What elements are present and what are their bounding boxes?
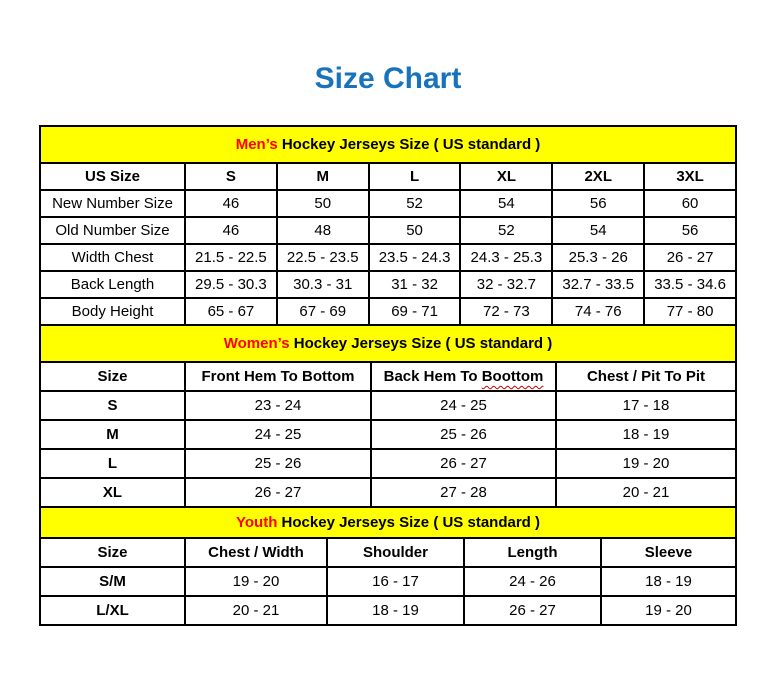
- size-value-cell: 21.5 - 22.5: [185, 244, 277, 271]
- size-value-cell: 69 - 71: [369, 298, 461, 325]
- table-row: [40, 478, 736, 507]
- size-value-cell: 20 - 21: [185, 596, 327, 625]
- womens-section-title-rest: Hockey Jerseys Size ( US standard ): [289, 335, 553, 352]
- size-value-cell: 50: [369, 217, 461, 244]
- table-row: [40, 298, 736, 325]
- column-header: M: [277, 163, 369, 190]
- youth-size-table: [39, 506, 737, 626]
- row-label: Old Number Size: [40, 217, 185, 244]
- row-label: S: [40, 391, 185, 420]
- size-value-cell: 24.3 - 25.3: [460, 244, 552, 271]
- size-value-cell: 18 - 19: [327, 596, 464, 625]
- column-header-text: Back Hem To: [383, 368, 482, 385]
- size-value-cell: 60: [644, 190, 736, 217]
- row-label: L/XL: [40, 596, 185, 625]
- womens-size-table: [39, 324, 737, 508]
- size-value-cell: 26 - 27: [644, 244, 736, 271]
- column-header: Length: [464, 538, 601, 567]
- table-row: [40, 190, 736, 217]
- column-header: 2XL: [552, 163, 644, 190]
- size-value-cell: 74 - 76: [552, 298, 644, 325]
- womens-section-accent: Women’s: [223, 335, 290, 352]
- size-value-cell: 65 - 67: [185, 298, 277, 325]
- size-value-cell: 19 - 20: [601, 596, 736, 625]
- column-header: Chest / Pit To Pit: [556, 362, 736, 391]
- table-row: [40, 362, 736, 391]
- column-header: Chest / Width: [185, 538, 327, 567]
- size-value-cell: 54: [552, 217, 644, 244]
- table-row: [40, 567, 736, 596]
- mens-size-table: [39, 125, 737, 326]
- youth-section-accent: Youth: [236, 514, 278, 531]
- size-value-cell: 25 - 26: [185, 449, 371, 478]
- size-value-cell: 27 - 28: [371, 478, 556, 507]
- table-row: [40, 507, 736, 538]
- table-row: [40, 126, 736, 163]
- size-value-cell: 25 - 26: [371, 420, 556, 449]
- row-label: Body Height: [40, 298, 185, 325]
- size-value-cell: 25.3 - 26: [552, 244, 644, 271]
- misspelled-word-squiggle: Boottom: [481, 368, 544, 385]
- table-row: [40, 449, 736, 478]
- size-value-cell: 17 - 18: [556, 391, 736, 420]
- size-value-cell: 24 - 25: [185, 420, 371, 449]
- size-value-cell: 24 - 25: [371, 391, 556, 420]
- size-value-cell: 22.5 - 23.5: [277, 244, 369, 271]
- size-value-cell: 72 - 73: [460, 298, 552, 325]
- row-label: Back Length: [40, 271, 185, 298]
- table-row: [40, 596, 736, 625]
- table-row: [40, 420, 736, 449]
- row-label: M: [40, 420, 185, 449]
- column-header: S: [185, 163, 277, 190]
- row-label: L: [40, 449, 185, 478]
- table-row: [40, 325, 736, 362]
- table-row: [40, 538, 736, 567]
- size-value-cell: 56: [552, 190, 644, 217]
- row-label: Width Chest: [40, 244, 185, 271]
- column-header: [371, 362, 556, 391]
- size-tables-container: [39, 125, 737, 626]
- column-header: Front Hem To Bottom: [185, 362, 371, 391]
- column-header: US Size: [40, 163, 185, 190]
- column-header: Size: [40, 538, 185, 567]
- column-header: L: [369, 163, 461, 190]
- size-value-cell: 67 - 69: [277, 298, 369, 325]
- size-value-cell: 32 - 32.7: [460, 271, 552, 298]
- size-value-cell: 46: [185, 217, 277, 244]
- column-header: XL: [460, 163, 552, 190]
- size-value-cell: 52: [369, 190, 461, 217]
- size-value-cell: 31 - 32: [369, 271, 461, 298]
- row-label: XL: [40, 478, 185, 507]
- size-value-cell: 18 - 19: [601, 567, 736, 596]
- womens-section-header: [40, 325, 736, 362]
- size-value-cell: 46: [185, 190, 277, 217]
- table-row: [40, 217, 736, 244]
- size-value-cell: 26 - 27: [464, 596, 601, 625]
- size-value-cell: 26 - 27: [185, 478, 371, 507]
- size-value-cell: 24 - 26: [464, 567, 601, 596]
- youth-section-header: [40, 507, 736, 538]
- mens-section-accent: Men’s: [235, 136, 278, 153]
- size-value-cell: 20 - 21: [556, 478, 736, 507]
- youth-section-title-rest: Hockey Jerseys Size ( US standard ): [277, 514, 540, 531]
- page-title: Size Chart: [314, 62, 462, 95]
- column-header: 3XL: [644, 163, 736, 190]
- size-value-cell: 56: [644, 217, 736, 244]
- size-value-cell: 77 - 80: [644, 298, 736, 325]
- size-value-cell: 29.5 - 30.3: [185, 271, 277, 298]
- size-value-cell: 18 - 19: [556, 420, 736, 449]
- size-value-cell: 32.7 - 33.5: [552, 271, 644, 298]
- size-value-cell: 19 - 20: [556, 449, 736, 478]
- size-value-cell: 23.5 - 24.3: [369, 244, 461, 271]
- column-header: Size: [40, 362, 185, 391]
- mens-section-title-rest: Hockey Jerseys Size ( US standard ): [277, 136, 541, 153]
- table-row: [40, 163, 736, 190]
- size-value-cell: 50: [277, 190, 369, 217]
- table-row: [40, 271, 736, 298]
- size-value-cell: 30.3 - 31: [277, 271, 369, 298]
- column-header: Sleeve: [601, 538, 736, 567]
- size-value-cell: 23 - 24: [185, 391, 371, 420]
- size-value-cell: 26 - 27: [371, 449, 556, 478]
- row-label: New Number Size: [40, 190, 185, 217]
- size-value-cell: 54: [460, 190, 552, 217]
- column-header: Shoulder: [327, 538, 464, 567]
- size-value-cell: 52: [460, 217, 552, 244]
- mens-section-header: [40, 126, 736, 163]
- table-row: [40, 244, 736, 271]
- size-value-cell: 19 - 20: [185, 567, 327, 596]
- size-value-cell: 33.5 - 34.6: [644, 271, 736, 298]
- table-row: [40, 391, 736, 420]
- size-value-cell: 48: [277, 217, 369, 244]
- size-value-cell: 16 - 17: [327, 567, 464, 596]
- row-label: S/M: [40, 567, 185, 596]
